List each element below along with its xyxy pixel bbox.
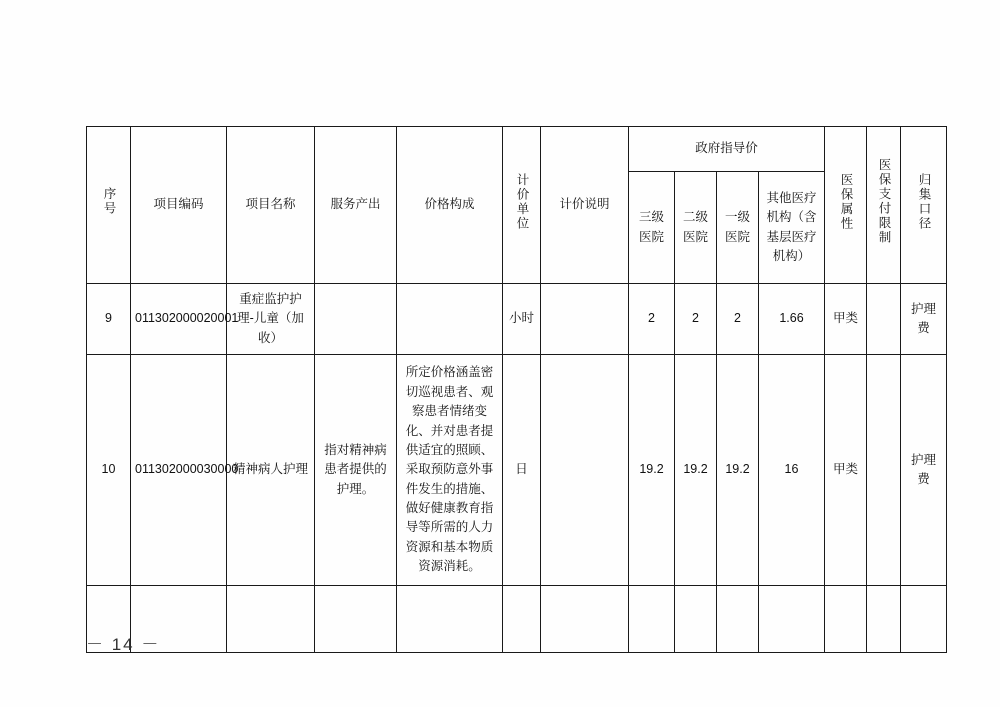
header-level1: 一级医院 (717, 172, 759, 284)
price-table-container (86, 126, 937, 653)
header-name: 项目名称 (227, 127, 315, 284)
header-insurance-attr: 医保属性 (825, 127, 867, 284)
cell-level1: 19.2 (717, 355, 759, 586)
cell-seq: 10 (87, 355, 131, 586)
cell-pricing-note (541, 586, 629, 653)
cell-unit (503, 586, 541, 653)
cell-level3: 19.2 (629, 355, 675, 586)
header-other-institutions: 其他医疗机构（含基层医疗机构） (759, 172, 825, 284)
table-row (87, 586, 947, 653)
header-gov-price: 政府指导价 (629, 127, 825, 172)
table-row (87, 355, 947, 586)
cell-output (315, 284, 397, 355)
cell-payment-limit (867, 355, 901, 586)
cell-level3 (629, 586, 675, 653)
cell-name: 精神病人护理 (227, 355, 315, 586)
header-unit: 计价单位 (503, 127, 541, 284)
cell-output (315, 586, 397, 653)
header-pricing-note: 计价说明 (541, 127, 629, 284)
cell-other: 16 (759, 355, 825, 586)
cell-insurance-attr (825, 586, 867, 653)
cell-name (227, 586, 315, 653)
cell-name: 重症监护护理-儿童（加收） (227, 284, 315, 355)
cell-insurance-attr: 甲类 (825, 284, 867, 355)
header-level2: 二级医院 (675, 172, 717, 284)
cell-level2: 2 (675, 284, 717, 355)
cell-level1 (717, 586, 759, 653)
cell-level2 (675, 586, 717, 653)
table-body (87, 284, 947, 653)
header-code: 项目编码 (131, 127, 227, 284)
table-row (87, 284, 947, 355)
cell-composition (397, 284, 503, 355)
header-seq: 序号 (87, 127, 131, 284)
cell-other (759, 586, 825, 653)
medical-service-price-table (86, 126, 947, 653)
page-number: － 14 － (86, 635, 161, 654)
cell-composition (397, 586, 503, 653)
header-level3: 三级医院 (629, 172, 675, 284)
cell-pricing-note (541, 355, 629, 586)
cell-level2: 19.2 (675, 355, 717, 586)
header-output: 服务产出 (315, 127, 397, 284)
header-payment-limit: 医保支付限制 (867, 127, 901, 284)
cell-insurance-attr: 甲类 (825, 355, 867, 586)
cell-code: 011302000020001 (131, 284, 227, 355)
cell-output: 指对精神病患者提供的护理。 (315, 355, 397, 586)
cell-composition: 所定价格涵盖密切巡视患者、观察患者情绪变化、并对患者提供适宜的照顾、采取预防意外事件发生的措施、做好健康教育指导等所需的人力资源和基本物质资源消耗。 (397, 355, 503, 586)
cell-pricing-note (541, 284, 629, 355)
cell-code: 011302000030000 (131, 355, 227, 586)
header-composition: 价格构成 (397, 127, 503, 284)
cell-unit: 日 (503, 355, 541, 586)
cell-scope: 护理费 (901, 355, 947, 586)
cell-level1: 2 (717, 284, 759, 355)
cell-unit: 小时 (503, 284, 541, 355)
table-header (87, 127, 947, 284)
cell-scope (901, 586, 947, 653)
header-scope: 归集口径 (901, 127, 947, 284)
cell-level3: 2 (629, 284, 675, 355)
cell-payment-limit (867, 586, 901, 653)
cell-seq: 9 (87, 284, 131, 355)
cell-scope: 护理费 (901, 284, 947, 355)
cell-payment-limit (867, 284, 901, 355)
cell-other: 1.66 (759, 284, 825, 355)
header-row-top (87, 127, 947, 172)
